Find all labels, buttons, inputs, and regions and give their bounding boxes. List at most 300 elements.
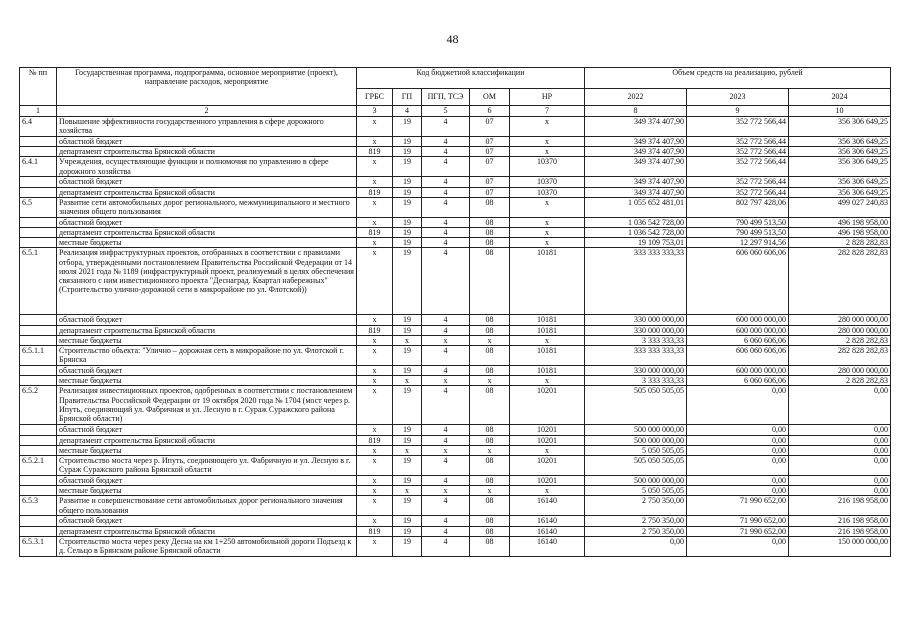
cell-nr: х [510,486,585,496]
cell-grbs: х [357,177,393,187]
cell-pgp: 4 [422,117,470,137]
header-num: № пп [20,68,57,106]
cell-nr: х [510,197,585,217]
cell-nr: х [510,228,585,238]
cell-name: департамент строительства Брянской области [57,325,357,335]
table-row [20,366,891,376]
cell-grbs: х [357,456,393,476]
table-header [20,68,891,117]
table-row [20,197,891,217]
cell-2022: 5 050 505,05 [585,486,687,496]
header-om: ОМ [470,89,510,106]
cell-om: х [470,335,510,345]
cell-gp: х [393,376,422,386]
cell-grbs: х [357,315,393,325]
cell-2022: 2 750 350,00 [585,516,687,526]
cell-2024: 356 306 649,25 [789,157,891,177]
cell-2024: 0,00 [789,476,891,486]
cell-2024: 280 000 000,00 [789,325,891,335]
cell-2023: 0,00 [687,456,789,476]
cell-nr: 16140 [510,516,585,526]
cell-2024: 282 828 282,83 [789,346,891,366]
table-row [20,536,891,556]
cell-name: Учреждения, осуществляющие функции и полномочия по управлению в сфере дорожного хозяйства [57,157,357,177]
table-row [20,376,891,386]
cell-2022: 330 000 000,00 [585,315,687,325]
cell-name: областной бюджет [57,425,357,435]
cell-2022: 505 050 505,05 [585,456,687,476]
cell-name: департамент строительства Брянской области [57,526,357,536]
cell-om: 07 [470,117,510,137]
cell-2024: 356 306 649,25 [789,117,891,137]
cell-2024: 496 198 958,00 [789,217,891,227]
cell-nr: х [510,137,585,147]
cell-gp: 19 [393,315,422,325]
cell-num [20,217,57,227]
cell-grbs: 819 [357,228,393,238]
cell-num [20,238,57,248]
cell-2024: 356 306 649,25 [789,177,891,187]
cell-2022: 330 000 000,00 [585,325,687,335]
table-row [20,238,891,248]
cell-gp: 19 [393,435,422,445]
column-number: 4 [393,106,422,117]
cell-om: 08 [470,536,510,556]
cell-gp: 19 [393,197,422,217]
cell-2022: 1 055 652 481,01 [585,197,687,217]
cell-om: 08 [470,346,510,366]
cell-num [20,526,57,536]
header-year-2022: 2022 [585,89,687,106]
column-number: 5 [422,106,470,117]
cell-om: 08 [470,366,510,376]
cell-pgp: 4 [422,147,470,157]
cell-om: х [470,376,510,386]
page-number: 48 [446,32,459,46]
cell-name: Строительство объекта: "Улично – дорожная сеть в микрорайоне по ул. Флотской г. Брянска [57,346,357,366]
cell-2023: 352 772 566,44 [687,157,789,177]
cell-name: Развитие сети автомобильных дорог регионального, межмуниципального и местного значения общего пользования [57,197,357,217]
cell-pgp: 4 [422,386,470,425]
cell-2023: 600 000 000,00 [687,325,789,335]
cell-om: 07 [470,147,510,157]
cell-2024: 356 306 649,25 [789,187,891,197]
cell-name: департамент строительства Брянской области [57,147,357,157]
cell-grbs: х [357,376,393,386]
cell-gp: 19 [393,526,422,536]
cell-name: Строительство моста через реку Десна на км 1+250 автомобильной дороги Подъезд к д. Сельцо в Брянском районе Брянской области [57,536,357,556]
table-row [20,386,891,425]
table-row [20,177,891,187]
cell-name: департамент строительства Брянской области [57,187,357,197]
cell-gp: 19 [393,516,422,526]
cell-name: областной бюджет [57,315,357,325]
cell-nr: 10181 [510,366,585,376]
table-row [20,456,891,476]
cell-grbs: х [357,425,393,435]
cell-2022: 1 036 542 728,00 [585,217,687,227]
cell-grbs: х [357,366,393,376]
cell-gp: 19 [393,496,422,516]
column-number: 7 [510,106,585,117]
cell-gp: 19 [393,536,422,556]
cell-pgp: 4 [422,476,470,486]
cell-om: 08 [470,325,510,335]
cell-grbs: х [357,476,393,486]
column-number: 8 [585,106,687,117]
cell-2023: 600 000 000,00 [687,315,789,325]
cell-nr: х [510,376,585,386]
cell-pgp: 4 [422,238,470,248]
cell-gp: 19 [393,147,422,157]
cell-num [20,228,57,238]
cell-nr: х [510,238,585,248]
cell-pgp: 4 [422,496,470,516]
table-row [20,486,891,496]
cell-om: 07 [470,187,510,197]
cell-2022: 500 000 000,00 [585,476,687,486]
cell-pgp: 4 [422,137,470,147]
cell-2023: 6 060 606,06 [687,335,789,345]
cell-2022: 500 000 000,00 [585,435,687,445]
table-row [20,425,891,435]
column-number-row [20,106,891,117]
cell-2022: 2 750 350,00 [585,496,687,516]
column-number: 10 [789,106,891,117]
cell-2022: 330 000 000,00 [585,366,687,376]
table-row [20,217,891,227]
cell-pgp: 4 [422,456,470,476]
cell-2023: 0,00 [687,445,789,455]
table-row [20,526,891,536]
cell-nr: 10201 [510,386,585,425]
column-number: 2 [57,106,357,117]
cell-pgp: 4 [422,325,470,335]
cell-2023: 71 990 652,00 [687,526,789,536]
header-pgp: ПГП, ТСЭ [422,89,470,106]
cell-2024: 216 198 958,00 [789,516,891,526]
cell-num [20,376,57,386]
cell-num [20,366,57,376]
cell-nr: 10370 [510,177,585,187]
cell-2022: 333 333 333,33 [585,346,687,366]
cell-grbs: 819 [357,147,393,157]
table-row [20,157,891,177]
cell-num: 6.5.3 [20,496,57,516]
cell-name: местные бюджеты [57,376,357,386]
cell-num: 6.4.1 [20,157,57,177]
cell-grbs: х [357,157,393,177]
cell-om: 08 [470,217,510,227]
column-number: 6 [470,106,510,117]
cell-2024: 0,00 [789,456,891,476]
cell-2022: 349 374 407,90 [585,157,687,177]
cell-nr: 10181 [510,346,585,366]
cell-2022: 5 050 505,05 [585,445,687,455]
column-number: 3 [357,106,393,117]
cell-nr: х [510,117,585,137]
table-row [20,147,891,157]
cell-grbs: 819 [357,187,393,197]
column-number: 9 [687,106,789,117]
cell-2023: 0,00 [687,486,789,496]
cell-om: 08 [470,526,510,536]
cell-gp: 19 [393,425,422,435]
cell-om: 08 [470,238,510,248]
cell-om: 08 [470,386,510,425]
table-row [20,137,891,147]
cell-2024: 496 198 958,00 [789,228,891,238]
cell-gp: х [393,445,422,455]
header-kbk: Код бюджетной классификации [357,68,585,89]
cell-gp: 19 [393,366,422,376]
cell-num: 6.5.2.1 [20,456,57,476]
cell-grbs: х [357,335,393,345]
cell-pgp: х [422,486,470,496]
cell-2023: 600 000 000,00 [687,366,789,376]
cell-pgp: 4 [422,217,470,227]
cell-2024: 216 198 958,00 [789,496,891,516]
cell-grbs: х [357,248,393,315]
cell-nr: 10181 [510,248,585,315]
cell-grbs: х [357,117,393,137]
cell-2024: 356 306 649,25 [789,147,891,157]
cell-om: 08 [470,228,510,238]
cell-pgp: 4 [422,228,470,238]
cell-name: Реализация инвестиционных проектов, одобренных в соответствии с постановлением Правительства Российской Федерации от 19 октября 2020 года № 1704 (мост через р. Ипуть, соединяющий ул. Фабричная и ул. Лесную в г. Сураж Суражского района Брянской области) [57,386,357,425]
cell-pgp: х [422,376,470,386]
cell-2024: 216 198 958,00 [789,526,891,536]
cell-2023: 0,00 [687,536,789,556]
cell-name: департамент строительства Брянской области [57,435,357,445]
table-row [20,187,891,197]
cell-gp: 19 [393,238,422,248]
cell-gp: 19 [393,228,422,238]
cell-name: областной бюджет [57,516,357,526]
cell-grbs: х [357,386,393,425]
table-row [20,476,891,486]
cell-grbs: 819 [357,526,393,536]
cell-2024: 280 000 000,00 [789,366,891,376]
cell-2023: 352 772 566,44 [687,117,789,137]
cell-2023: 71 990 652,00 [687,516,789,526]
cell-2023: 606 060 606,06 [687,346,789,366]
table-row [20,496,891,516]
cell-2023: 71 990 652,00 [687,496,789,516]
header-gp: ГП [393,89,422,106]
table-row [20,346,891,366]
cell-gp: 19 [393,217,422,227]
cell-2024: 2 828 282,83 [789,376,891,386]
cell-name: местные бюджеты [57,445,357,455]
cell-2022: 19 109 753,01 [585,238,687,248]
cell-om: 08 [470,435,510,445]
cell-2022: 3 333 333,33 [585,376,687,386]
cell-2023: 352 772 566,44 [687,137,789,147]
cell-om: 08 [470,197,510,217]
cell-2023: 790 499 513,50 [687,228,789,238]
cell-pgp: 4 [422,526,470,536]
cell-2022: 2 750 350,00 [585,526,687,536]
cell-2024: 0,00 [789,486,891,496]
cell-num [20,335,57,345]
cell-nr: 16140 [510,496,585,516]
cell-2023: 352 772 566,44 [687,187,789,197]
cell-name: областной бюджет [57,177,357,187]
cell-grbs: х [357,217,393,227]
cell-grbs: х [357,516,393,526]
cell-grbs: х [357,197,393,217]
cell-name: Развитие и совершенствование сети автомобильных дорог регионального значения общего пользования [57,496,357,516]
cell-num [20,435,57,445]
cell-num: 6.5.1.1 [20,346,57,366]
cell-num [20,516,57,526]
cell-grbs: х [357,238,393,248]
cell-2022: 349 374 407,90 [585,187,687,197]
cell-om: х [470,486,510,496]
cell-nr: 10201 [510,425,585,435]
cell-num: 6.5.1 [20,248,57,315]
cell-om: 08 [470,456,510,476]
cell-gp: 19 [393,187,422,197]
cell-2024: 0,00 [789,425,891,435]
cell-grbs: х [357,486,393,496]
cell-num [20,315,57,325]
cell-2023: 606 060 606,06 [687,248,789,315]
table-row [20,445,891,455]
cell-pgp: 4 [422,536,470,556]
cell-num [20,325,57,335]
cell-nr: 10370 [510,157,585,177]
cell-nr: 10181 [510,315,585,325]
cell-om: 08 [470,516,510,526]
cell-2023: 0,00 [687,425,789,435]
cell-pgp: 4 [422,315,470,325]
cell-gp: 19 [393,177,422,187]
cell-2022: 505 050 505,05 [585,386,687,425]
cell-2023: 0,00 [687,476,789,486]
cell-2024: 356 306 649,25 [789,137,891,147]
cell-pgp: 4 [422,425,470,435]
cell-name: областной бюджет [57,217,357,227]
cell-gp: 19 [393,386,422,425]
cell-pgp: 4 [422,197,470,217]
cell-2023: 0,00 [687,435,789,445]
cell-om: 08 [470,425,510,435]
cell-name: Повышение эффективности государственного управления в сфере дорожного хозяйства [57,117,357,137]
table-row [20,315,891,325]
cell-pgp: 4 [422,187,470,197]
cell-2022: 349 374 407,90 [585,117,687,137]
cell-nr: х [510,217,585,227]
cell-num: 6.4 [20,117,57,137]
table-row [20,435,891,445]
cell-pgp: 4 [422,516,470,526]
cell-nr: 16140 [510,536,585,556]
header-year-2024: 2024 [789,89,891,106]
header-name: Государственная программа, подпрограмма, основное мероприятие (проект), направление расходов, мероприятие [57,68,357,106]
cell-grbs: х [357,346,393,366]
cell-num: 6.5 [20,197,57,217]
cell-gp: 19 [393,117,422,137]
cell-2023: 352 772 566,44 [687,147,789,157]
cell-2024: 499 027 240,83 [789,197,891,217]
cell-2023: 0,00 [687,386,789,425]
cell-nr: 10370 [510,187,585,197]
cell-nr: 10181 [510,325,585,335]
cell-gp: х [393,335,422,345]
cell-num [20,187,57,197]
cell-2022: 333 333 333,33 [585,248,687,315]
cell-om: 08 [470,476,510,486]
cell-gp: 19 [393,137,422,147]
cell-name: областной бюджет [57,137,357,147]
cell-num: 6.5.2 [20,386,57,425]
cell-grbs: 819 [357,435,393,445]
cell-pgp: х [422,445,470,455]
column-number: 1 [20,106,57,117]
cell-name: местные бюджеты [57,486,357,496]
header-year-2023: 2023 [687,89,789,106]
cell-grbs: х [357,445,393,455]
cell-grbs: х [357,496,393,516]
cell-gp: 19 [393,456,422,476]
cell-gp: 19 [393,476,422,486]
cell-gp: 19 [393,157,422,177]
cell-num [20,147,57,157]
cell-2022: 500 000 000,00 [585,425,687,435]
cell-num [20,177,57,187]
cell-pgp: 4 [422,366,470,376]
cell-om: 07 [470,137,510,147]
cell-gp: х [393,486,422,496]
cell-name: Реализация инфраструктурных проектов, отобранных в соответствии с правилами отбора, утвержденными постановлением Правительства Российской Федерации от 14 июля 2021 года № 1189 (инфраструктурный проект, реализуемый в целях обеспечения связанного с ним инвестиционного проекта "Деснаград. Квартал набережных" (Строительство улично-дорожной сети в микрорайоне по ул. Флотской)) [57,248,357,315]
cell-nr: х [510,445,585,455]
cell-2022: 349 374 407,90 [585,147,687,157]
cell-name: областной бюджет [57,476,357,486]
cell-name: местные бюджеты [57,238,357,248]
cell-2024: 2 828 282,83 [789,335,891,345]
header-volume: Объем средств на реализацию, рублей [585,68,891,89]
cell-2024: 0,00 [789,386,891,425]
table-row [20,248,891,315]
cell-pgp: х [422,335,470,345]
table-row [20,228,891,238]
table-body [20,117,891,557]
cell-2024: 282 828 282,83 [789,248,891,315]
cell-nr: х [510,335,585,345]
table-row [20,516,891,526]
cell-grbs: х [357,137,393,147]
cell-name: местные бюджеты [57,335,357,345]
table-row [20,325,891,335]
cell-pgp: 4 [422,346,470,366]
cell-pgp: 4 [422,435,470,445]
cell-num [20,425,57,435]
cell-2024: 2 828 282,83 [789,238,891,248]
budget-table [19,67,891,557]
cell-gp: 19 [393,346,422,366]
cell-num [20,445,57,455]
cell-om: х [470,445,510,455]
cell-grbs: х [357,536,393,556]
cell-om: 08 [470,496,510,516]
cell-2023: 352 772 566,44 [687,177,789,187]
header-grbs: ГРБС [357,89,393,106]
cell-2024: 280 000 000,00 [789,315,891,325]
cell-2024: 0,00 [789,445,891,455]
cell-num [20,137,57,147]
